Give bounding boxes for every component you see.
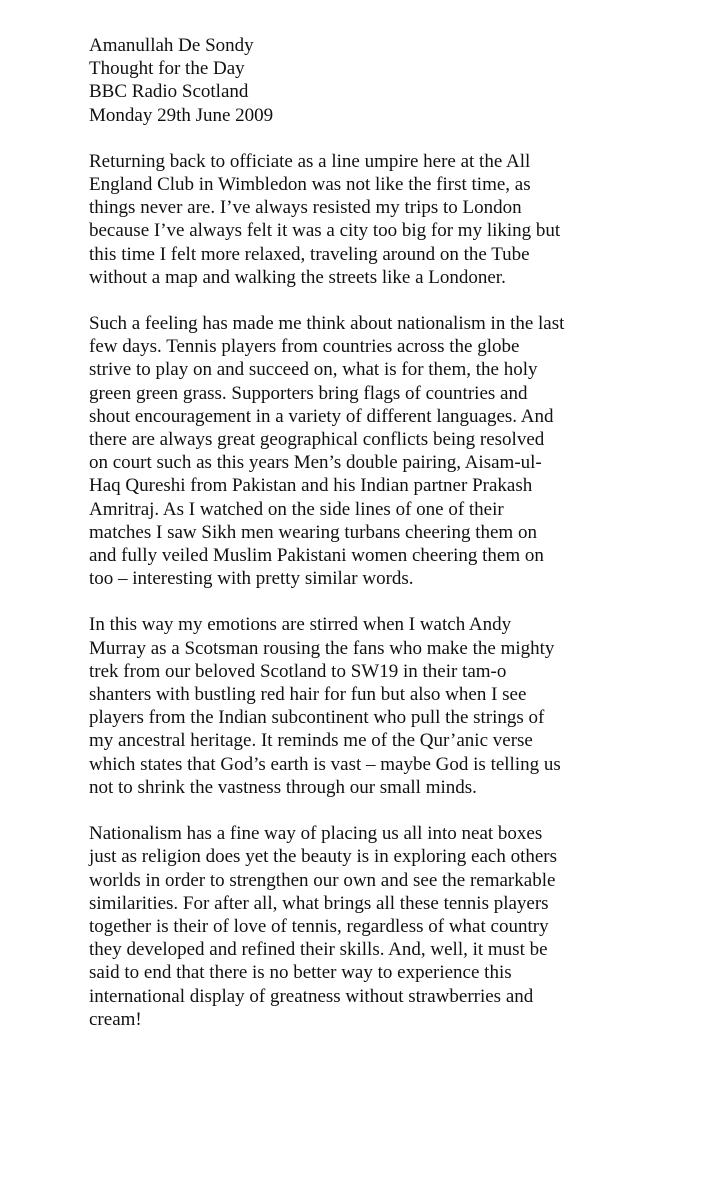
paragraph-1 (89, 150, 689, 289)
document-page (89, 34, 689, 1054)
text-line: worlds in order to strengthen our own and see the remarkable (89, 869, 556, 891)
paragraph-3 (89, 613, 689, 799)
text-line: not to shrink the vastness through our small minds. (89, 776, 477, 798)
text-line: Nationalism has a fine way of placing us all into neat boxes (89, 823, 543, 845)
text-line: green green grass. Supporters bring flags of countries and (89, 382, 528, 404)
text-line: Returning back to officiate as a line umpire here at the All (89, 150, 531, 172)
text-line: my ancestral heritage. It reminds me of the Qur’anic verse (89, 730, 533, 752)
broadcaster: BBC Radio Scotland (89, 81, 249, 103)
text-line: shanters with bustling red hair for fun but also when I see (89, 684, 527, 706)
text-line: cream! (89, 1008, 142, 1030)
text-line: which states that God’s earth is vast – maybe God is telling us (89, 753, 561, 775)
text-line: this time I felt more relaxed, traveling around on the Tube (89, 243, 530, 265)
text-line: because I’ve always felt it was a city too big for my liking but (89, 220, 561, 242)
text-line: and fully veiled Muslim Pakistani women cheering them on (89, 545, 544, 567)
text-line: on court such as this years Men’s double pairing, Aisam-ul- (89, 452, 542, 474)
programme-title: Thought for the Day (89, 58, 245, 80)
paragraph-4 (89, 822, 689, 1031)
broadcast-date: Monday 29th June 2009 (89, 104, 274, 126)
text-line: just as religion does yet the beauty is in exploring each others (89, 846, 558, 868)
text-line: they developed and refined their skills. And, well, it must be (89, 939, 548, 961)
text-line: trek from our beloved Scotland to SW19 in their tam-o (89, 660, 507, 682)
document-header (89, 34, 689, 127)
paragraph-2 (89, 312, 689, 590)
text-line: strive to play on and succeed on, what is for them, the holy (89, 359, 538, 381)
text-line: players from the Indian subcontinent who pull the strings of (89, 707, 545, 729)
text-line: international display of greatness without strawberries and (89, 985, 534, 1007)
text-line: matches I saw Sikh men wearing turbans cheering them on (89, 521, 537, 543)
text-line: without a map and walking the streets like a Londoner. (89, 266, 506, 288)
text-line: shout encouragement in a variety of different languages. And (89, 405, 554, 427)
text-line: In this way my emotions are stirred when I watch Andy (89, 614, 512, 636)
text-line: too – interesting with pretty similar words. (89, 568, 414, 590)
text-line: England Club in Wimbledon was not like the first time, as (89, 174, 531, 196)
text-line: Such a feeling has made me think about nationalism in the last (89, 313, 565, 335)
text-line: similarities. For after all, what brings all these tennis players (89, 892, 549, 914)
text-line: together is their of love of tennis, regardless of what country (89, 915, 549, 937)
text-line: Amritraj. As I watched on the side lines of one of their (89, 498, 504, 520)
text-line: said to end that there is no better way to experience this (89, 962, 512, 984)
text-line: Murray as a Scotsman rousing the fans who make the mighty (89, 637, 555, 659)
author-name: Amanullah De Sondy (89, 35, 254, 56)
text-line: Haq Qureshi from Pakistan and his Indian partner Prakash (89, 475, 533, 497)
text-line: few days. Tennis players from countries across the globe (89, 336, 520, 358)
text-line: things never are. I’ve always resisted my trips to London (89, 197, 522, 219)
text-line: there are always great geographical conflicts being resolved (89, 429, 545, 451)
